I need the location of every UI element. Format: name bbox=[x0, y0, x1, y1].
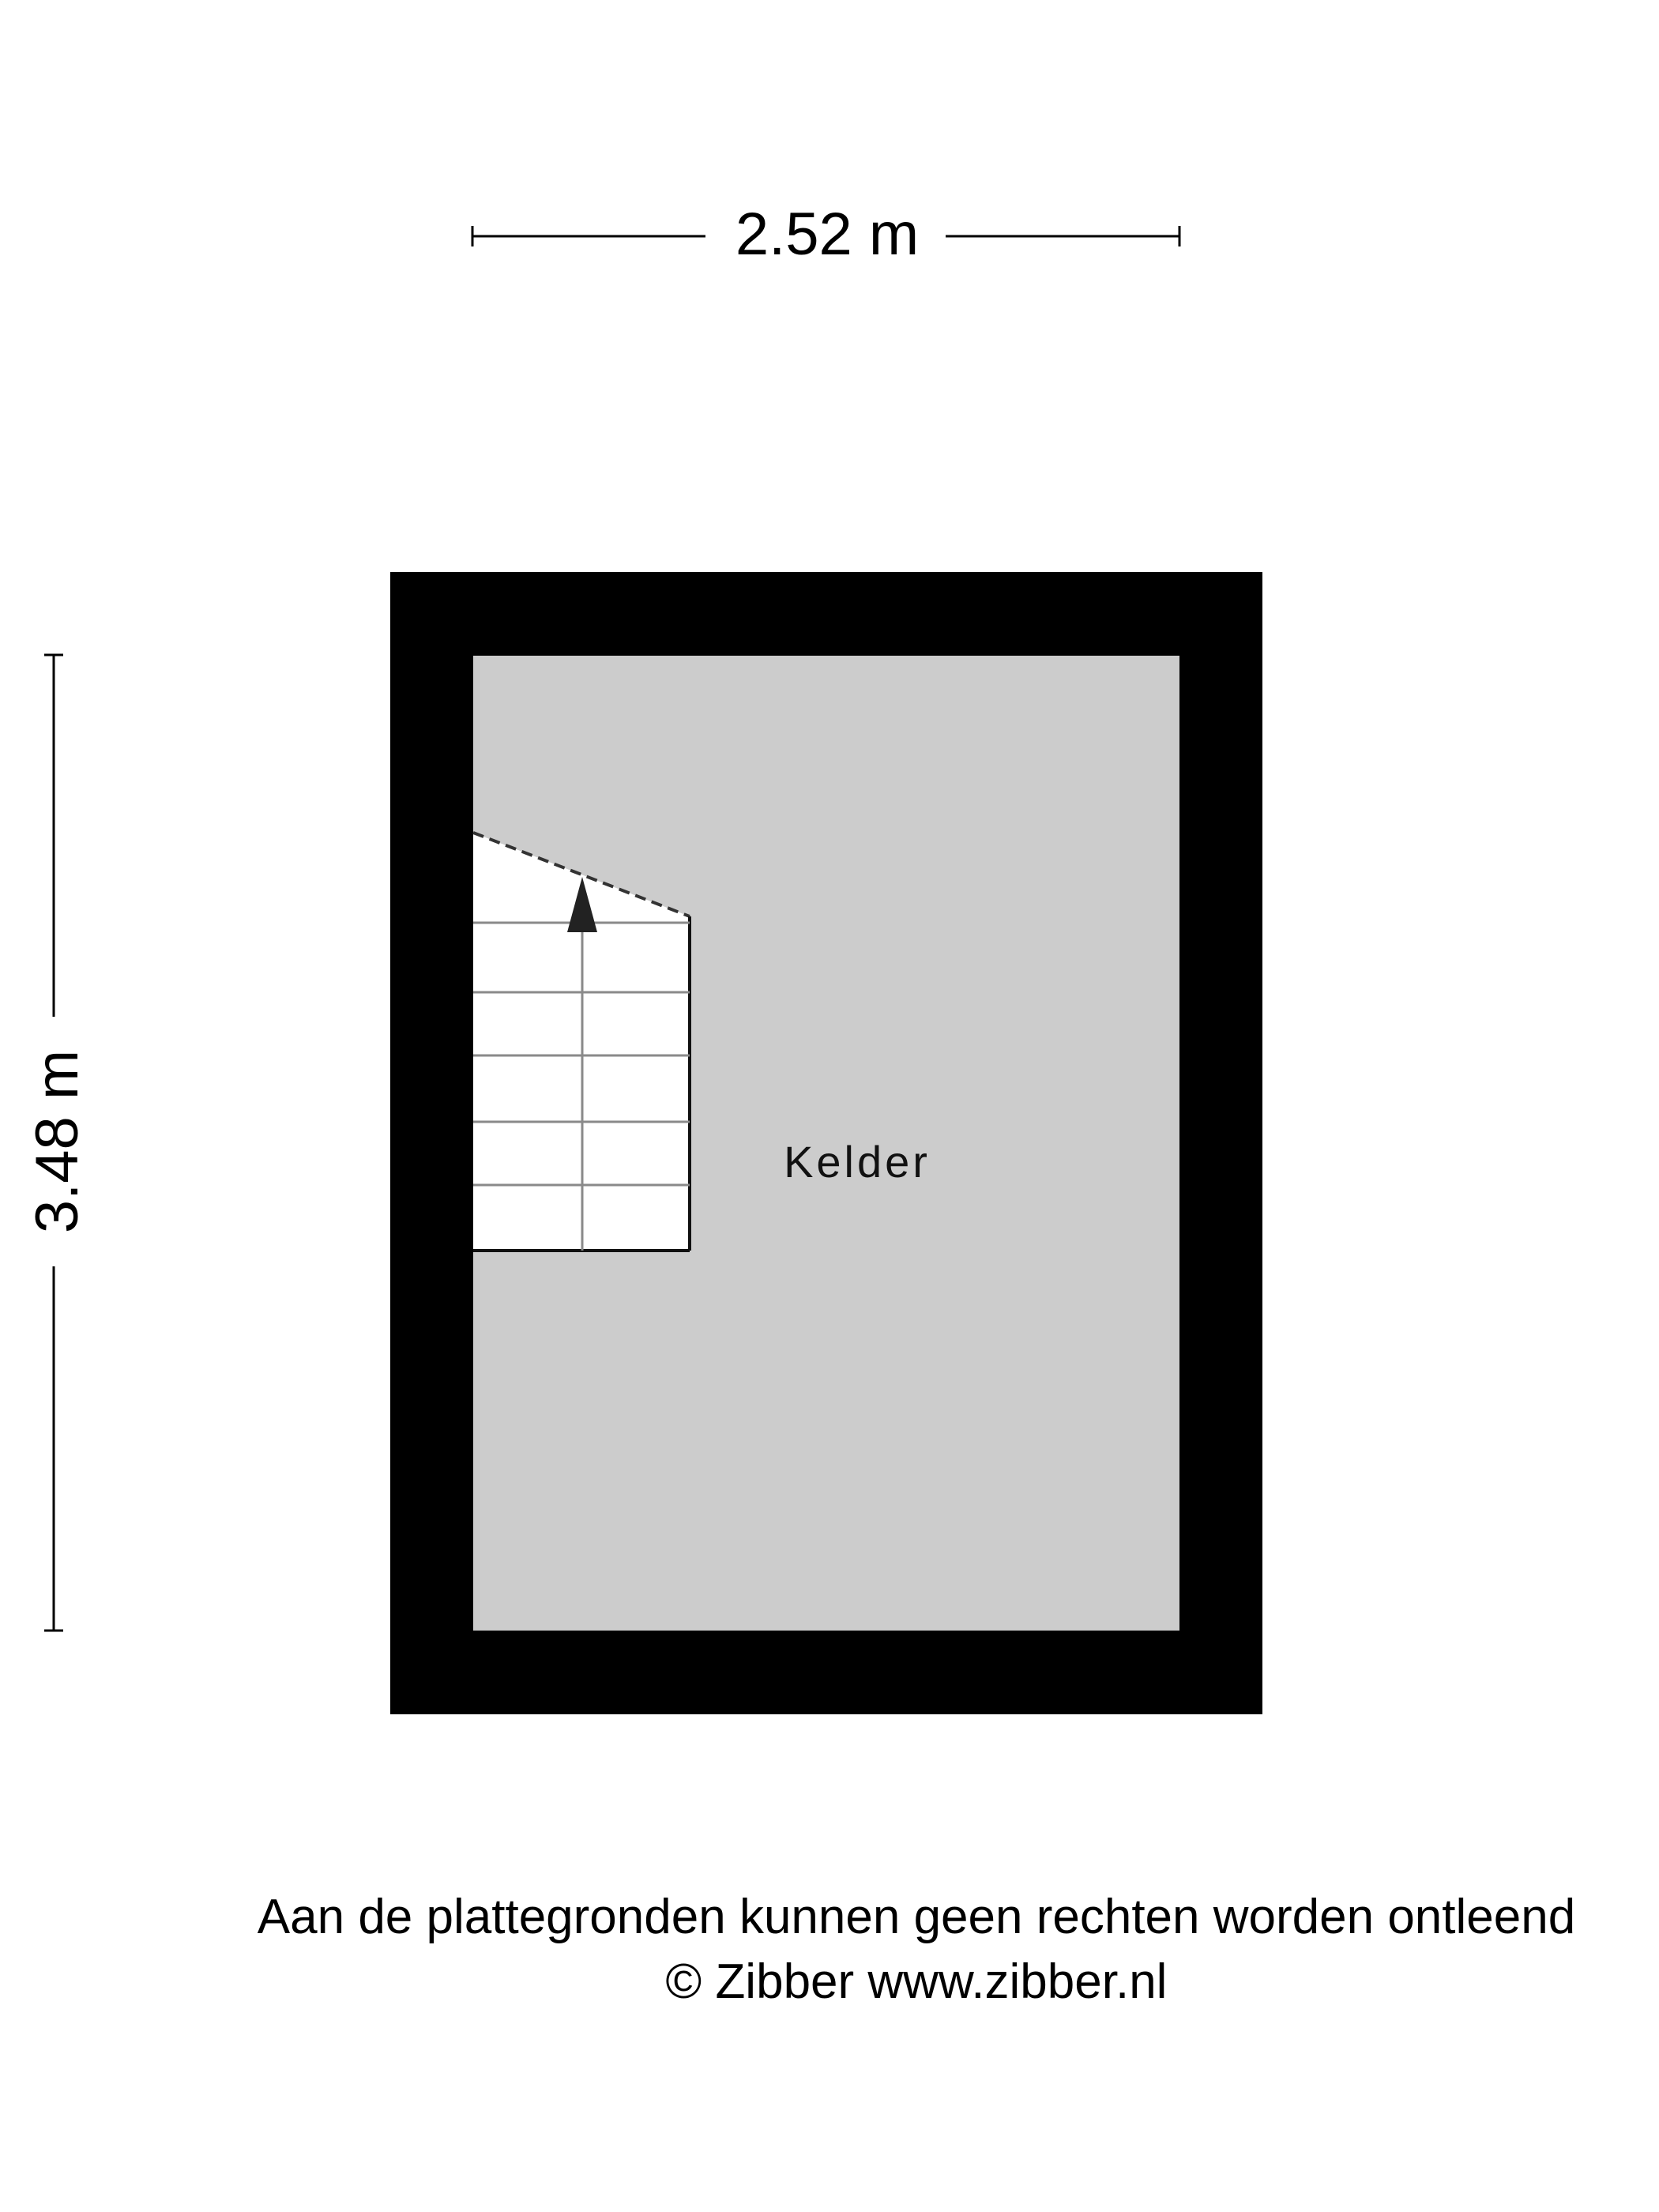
room-label: Kelder bbox=[784, 1137, 931, 1187]
footer-disclaimer: Aan de plattegronden kunnen geen rechten worden ontleend bbox=[257, 1890, 1576, 1944]
height-dimension bbox=[24, 655, 91, 1631]
height-dimension-label: 3.48 m bbox=[24, 1049, 91, 1234]
footer-copyright: © Zibber www.zibber.nl bbox=[665, 1954, 1168, 2009]
width-dimension-label: 2.52 m bbox=[735, 201, 920, 268]
width-dimension bbox=[472, 201, 1179, 268]
